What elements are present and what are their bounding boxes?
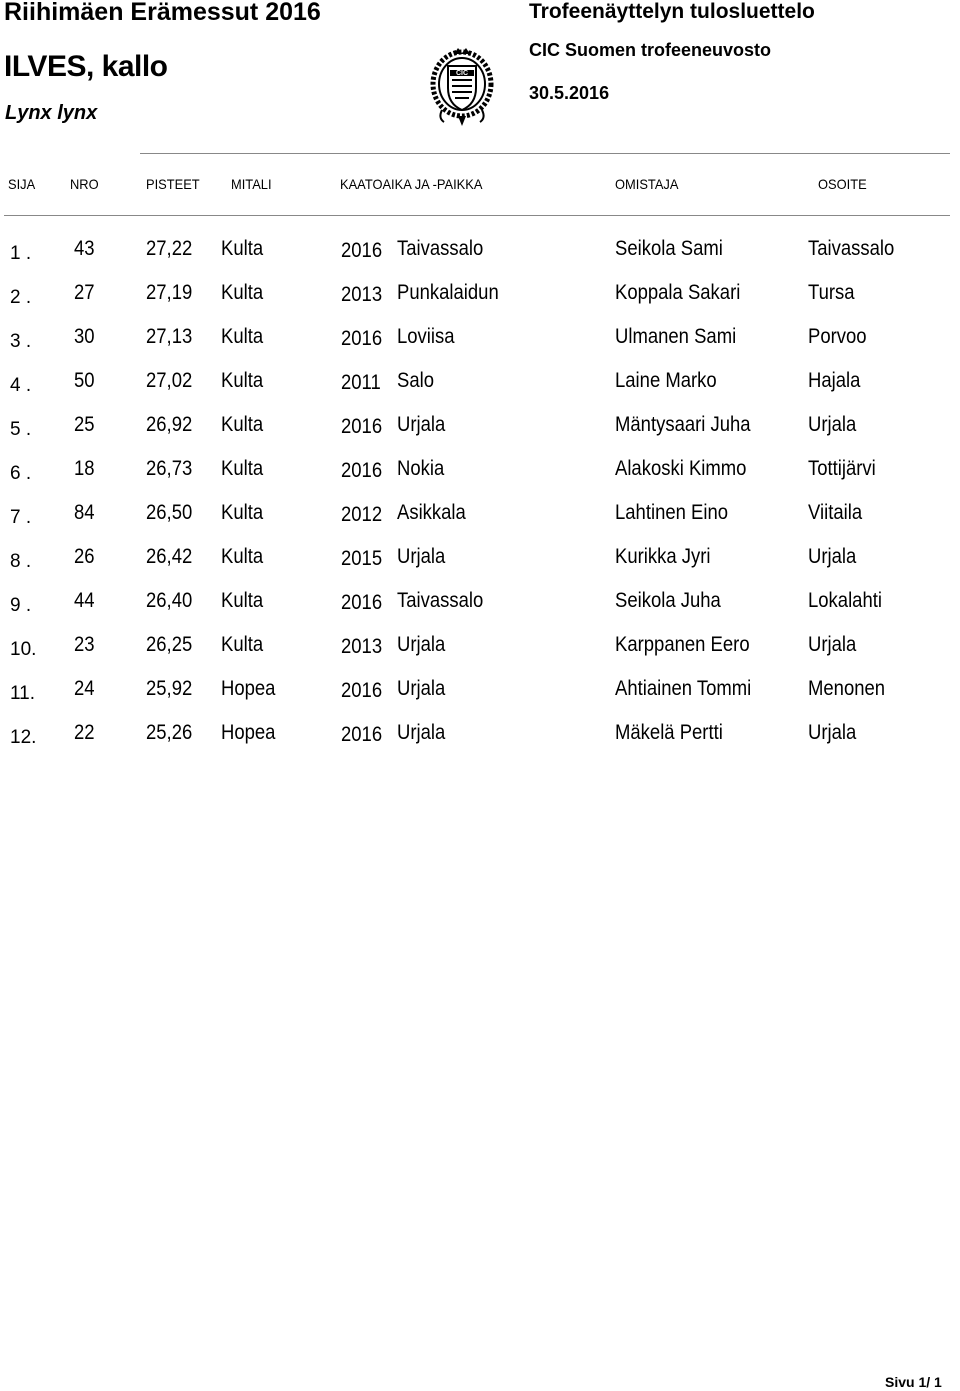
cell-vuosi: 2013	[341, 635, 383, 658]
cell-vuosi: 2016	[341, 327, 383, 350]
cell-nro: 22	[74, 721, 95, 744]
cell-nro: 30	[74, 325, 95, 348]
cell-vuosi: 2015	[341, 547, 383, 570]
table-row	[0, 545, 960, 581]
cell-nro: 84	[74, 501, 95, 524]
cell-paikka: Loviisa	[397, 325, 455, 348]
cell-sija: 6 .	[10, 463, 32, 484]
cell-omistaja: Ulmanen Sami	[615, 325, 737, 348]
cell-nro: 44	[74, 589, 95, 612]
cell-paikka: Urjala	[397, 677, 446, 700]
cell-paikka: Urjala	[397, 633, 446, 656]
event-title: Riihimäen Erämessut 2016	[4, 0, 321, 26]
cell-sija: 1 .	[10, 243, 32, 264]
cell-sija: 12.	[10, 727, 37, 748]
cell-nro: 27	[74, 281, 95, 304]
cell-vuosi: 2016	[341, 239, 383, 262]
cell-sija: 2 .	[10, 287, 32, 308]
column-header-osoite: OSOITE	[818, 176, 867, 192]
cell-paikka: Urjala	[397, 413, 446, 436]
cell-sija: 8 .	[10, 551, 32, 572]
cell-sija: 7 .	[10, 507, 32, 528]
cell-nro: 50	[74, 369, 95, 392]
cell-mitali: Kulta	[221, 413, 264, 436]
cell-pisteet: 27,13	[146, 325, 193, 348]
document-title: Trofeenäyttelyn tulosluettelo	[529, 0, 815, 23]
cell-vuosi: 2012	[341, 503, 383, 526]
cell-nro: 26	[74, 545, 95, 568]
cell-mitali: Kulta	[221, 369, 264, 392]
cell-pisteet: 26,92	[146, 413, 193, 436]
species-title: ILVES, kallo	[4, 50, 168, 83]
cell-paikka: Urjala	[397, 721, 446, 744]
page-number: Sivu 1/ 1	[885, 1374, 942, 1390]
table-row	[0, 589, 960, 625]
cell-osoite: Hajala	[808, 369, 861, 392]
cell-sija: 11.	[10, 683, 36, 704]
cell-paikka: Asikkala	[397, 501, 466, 524]
cell-pisteet: 26,73	[146, 457, 193, 480]
cell-omistaja: Laine Marko	[615, 369, 717, 392]
cic-emblem-icon	[428, 44, 496, 128]
cell-osoite: Menonen	[808, 677, 886, 700]
cell-mitali: Kulta	[221, 325, 264, 348]
cell-omistaja: Ahtiainen Tommi	[615, 677, 752, 700]
cell-osoite: Urjala	[808, 721, 857, 744]
cell-paikka: Nokia	[397, 457, 445, 480]
column-header-sija: SIJA	[8, 176, 36, 192]
column-header-kaatoaika: KAATOAIKA JA -PAIKKA	[340, 176, 483, 192]
cell-omistaja: Lahtinen Eino	[615, 501, 729, 524]
table-row	[0, 457, 960, 493]
column-header-nro: NRO	[70, 176, 99, 192]
cell-pisteet: 26,40	[146, 589, 193, 612]
cell-paikka: Taivassalo	[397, 589, 484, 612]
cell-sija: 3 .	[10, 331, 32, 352]
cell-osoite: Tottijärvi	[808, 457, 876, 480]
cell-omistaja: Mäkelä Pertti	[615, 721, 723, 744]
organization-name: CIC Suomen trofeeneuvosto	[529, 40, 772, 60]
cell-pisteet: 27,22	[146, 237, 193, 260]
document-date: 30.5.2016	[529, 83, 610, 103]
cell-omistaja: Mäntysaari Juha	[615, 413, 751, 436]
cell-paikka: Salo	[397, 369, 434, 392]
emblem-text: CIC	[455, 70, 469, 77]
cell-pisteet: 27,19	[146, 281, 193, 304]
cell-osoite: Urjala	[808, 545, 857, 568]
cell-vuosi: 2016	[341, 459, 383, 482]
cell-pisteet: 25,26	[146, 721, 193, 744]
table-row	[0, 721, 960, 757]
cell-mitali: Hopea	[221, 721, 276, 744]
cell-pisteet: 27,02	[146, 369, 193, 392]
cell-osoite: Lokalahti	[808, 589, 882, 612]
latin-name: Lynx lynx	[5, 102, 98, 124]
cell-sija: 5 .	[10, 419, 32, 440]
cell-nro: 24	[74, 677, 95, 700]
cell-sija: 10.	[10, 639, 37, 660]
cell-mitali: Kulta	[221, 457, 264, 480]
cell-vuosi: 2016	[341, 723, 383, 746]
cell-mitali: Hopea	[221, 677, 276, 700]
column-header-mitali: MITALI	[231, 176, 272, 192]
cell-paikka: Punkalaidun	[397, 281, 499, 304]
table-row	[0, 413, 960, 449]
cell-omistaja: Seikola Juha	[615, 589, 721, 612]
cell-omistaja: Alakoski Kimmo	[615, 457, 747, 480]
table-row	[0, 237, 960, 273]
cell-mitali: Kulta	[221, 281, 264, 304]
cell-mitali: Kulta	[221, 237, 264, 260]
cell-mitali: Kulta	[221, 589, 264, 612]
cell-nro: 18	[74, 457, 95, 480]
cell-nro: 23	[74, 633, 95, 656]
cell-omistaja: Seikola Sami	[615, 237, 723, 260]
cell-omistaja: Karppanen Eero	[615, 633, 750, 656]
cell-omistaja: Kurikka Jyri	[615, 545, 711, 568]
cell-mitali: Kulta	[221, 545, 264, 568]
cell-osoite: Tursa	[808, 281, 855, 304]
cell-mitali: Kulta	[221, 501, 264, 524]
cell-osoite: Porvoo	[808, 325, 867, 348]
column-header-pisteet: PISTEET	[146, 176, 200, 192]
cell-paikka: Taivassalo	[397, 237, 484, 260]
table-row	[0, 501, 960, 537]
cell-osoite: Viitaila	[808, 501, 863, 524]
cell-osoite: Taivassalo	[808, 237, 895, 260]
table-row	[0, 369, 960, 405]
cell-vuosi: 2016	[341, 415, 383, 438]
cell-osoite: Urjala	[808, 633, 857, 656]
table-row	[0, 325, 960, 361]
table-row	[0, 677, 960, 713]
header-rule-top	[140, 153, 950, 154]
cell-mitali: Kulta	[221, 633, 264, 656]
cell-osoite: Urjala	[808, 413, 857, 436]
cell-paikka: Urjala	[397, 545, 446, 568]
cell-sija: 9 .	[10, 595, 32, 616]
column-header-omistaja: OMISTAJA	[615, 176, 679, 192]
cell-pisteet: 26,50	[146, 501, 193, 524]
cell-pisteet: 25,92	[146, 677, 193, 700]
table-row	[0, 633, 960, 669]
cell-vuosi: 2016	[341, 591, 383, 614]
cell-pisteet: 26,25	[146, 633, 193, 656]
header-rule-bottom	[4, 215, 950, 216]
cell-vuosi: 2013	[341, 283, 383, 306]
cell-omistaja: Koppala Sakari	[615, 281, 741, 304]
cell-vuosi: 2016	[341, 679, 383, 702]
table-row	[0, 281, 960, 317]
cell-sija: 4 .	[10, 375, 32, 396]
cell-pisteet: 26,42	[146, 545, 193, 568]
cell-vuosi: 2011	[341, 371, 381, 394]
cell-nro: 25	[74, 413, 95, 436]
cell-nro: 43	[74, 237, 95, 260]
